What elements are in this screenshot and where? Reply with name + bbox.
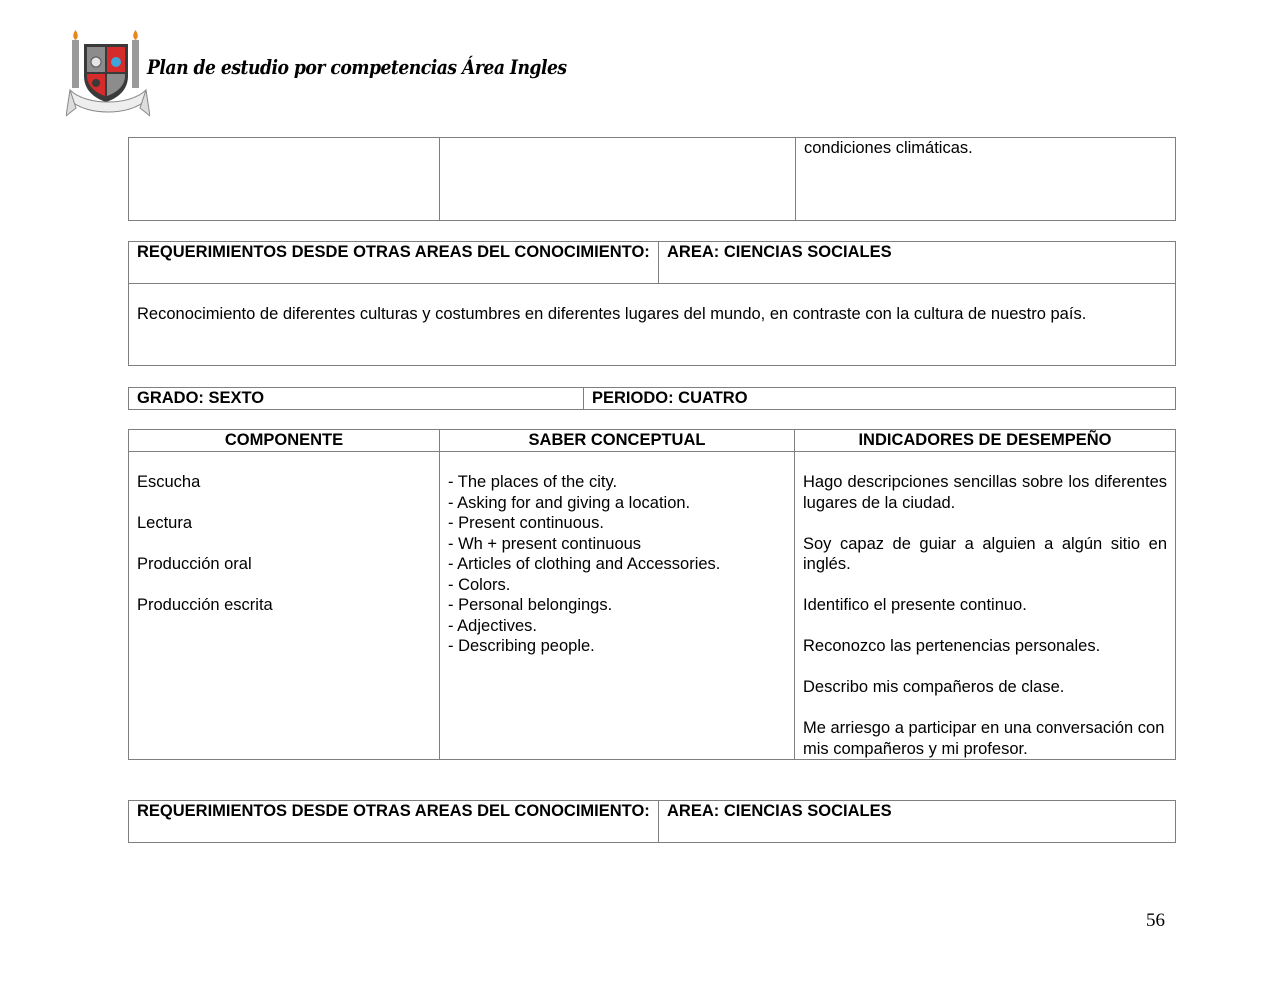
continuation-cell-componente — [129, 138, 440, 221]
saber-item: - The places of the city. — [448, 473, 618, 491]
saber-item: - Colors. — [448, 575, 511, 594]
componente-item: Producción escrita — [137, 596, 273, 614]
requirements-body: Reconocimiento de diferentes culturas y costumbres en diferentes lugares del mundo, en contraste con la cultura de nuestro país. — [129, 284, 1176, 366]
header-indicadores: INDICADORES DE DESEMPEÑO — [795, 430, 1176, 452]
saber-item: - Articles of clothing and Accessories. — [448, 555, 721, 573]
header-saber-conceptual: SABER CONCEPTUAL — [440, 430, 795, 452]
componentes-cell — [129, 451, 440, 760]
componente-item: Escucha — [137, 473, 201, 491]
period-label: PERIODO: CUATRO — [584, 388, 1176, 410]
indicador-item: Reconozco las pertenencias personales. — [803, 637, 1101, 655]
requirements-table-1 — [128, 241, 1176, 366]
saber-item: - Wh + present continuous — [448, 534, 642, 553]
requirements-table-2 — [128, 800, 1176, 843]
school-crest-logo — [66, 28, 150, 120]
page-number: 56 — [1146, 910, 1165, 931]
header-componente: COMPONENTE — [129, 430, 440, 452]
curriculum-table — [128, 429, 1176, 760]
continuation-cell-indicadores: condiciones climáticas. — [796, 138, 1176, 221]
saber-item: - Asking for and giving a location. — [448, 493, 691, 512]
indicador-item: Me arriesgo a participar en una conversación con mis compañeros y mi profesor. — [803, 719, 1165, 758]
componente-item: Lectura — [137, 514, 193, 532]
indicadores-cell — [795, 451, 1176, 760]
continuation-cell-saber — [440, 138, 796, 221]
saber-item: - Describing people. — [448, 637, 595, 655]
saber-conceptual-cell — [440, 451, 795, 760]
requirements-label-2: REQUERIMIENTOS DESDE OTRAS AREAS DEL CONOCIMIENTO: — [129, 801, 659, 843]
saber-item: - Present continuous. — [448, 514, 604, 532]
requirements-area-2: AREA: CIENCIAS SOCIALES — [659, 801, 1176, 843]
grade-label: GRADO: SEXTO — [129, 388, 584, 410]
indicador-item: Describo mis compañeros de clase. — [803, 678, 1065, 696]
requirements-label: REQUERIMIENTOS DESDE OTRAS AREAS DEL CONOCIMIENTO: — [129, 242, 659, 284]
componente-item: Producción oral — [137, 555, 252, 573]
indicador-item: Identifico el presente continuo. — [803, 596, 1027, 614]
saber-item: - Personal belongings. — [448, 596, 613, 614]
indicador-item: Soy capaz de guiar a alguien a algún sitio en inglés. — [803, 534, 1167, 573]
document-title: Plan de estudio por competencias Área Ingles — [147, 55, 567, 79]
indicador-item: Hago descripciones sencillas sobre los diferentes lugares de la ciudad. — [803, 473, 1167, 512]
saber-item: - Adjectives. — [448, 616, 537, 635]
continuation-table — [128, 137, 1176, 221]
requirements-area: AREA: CIENCIAS SOCIALES — [659, 242, 1176, 284]
grade-period-table — [128, 387, 1176, 410]
